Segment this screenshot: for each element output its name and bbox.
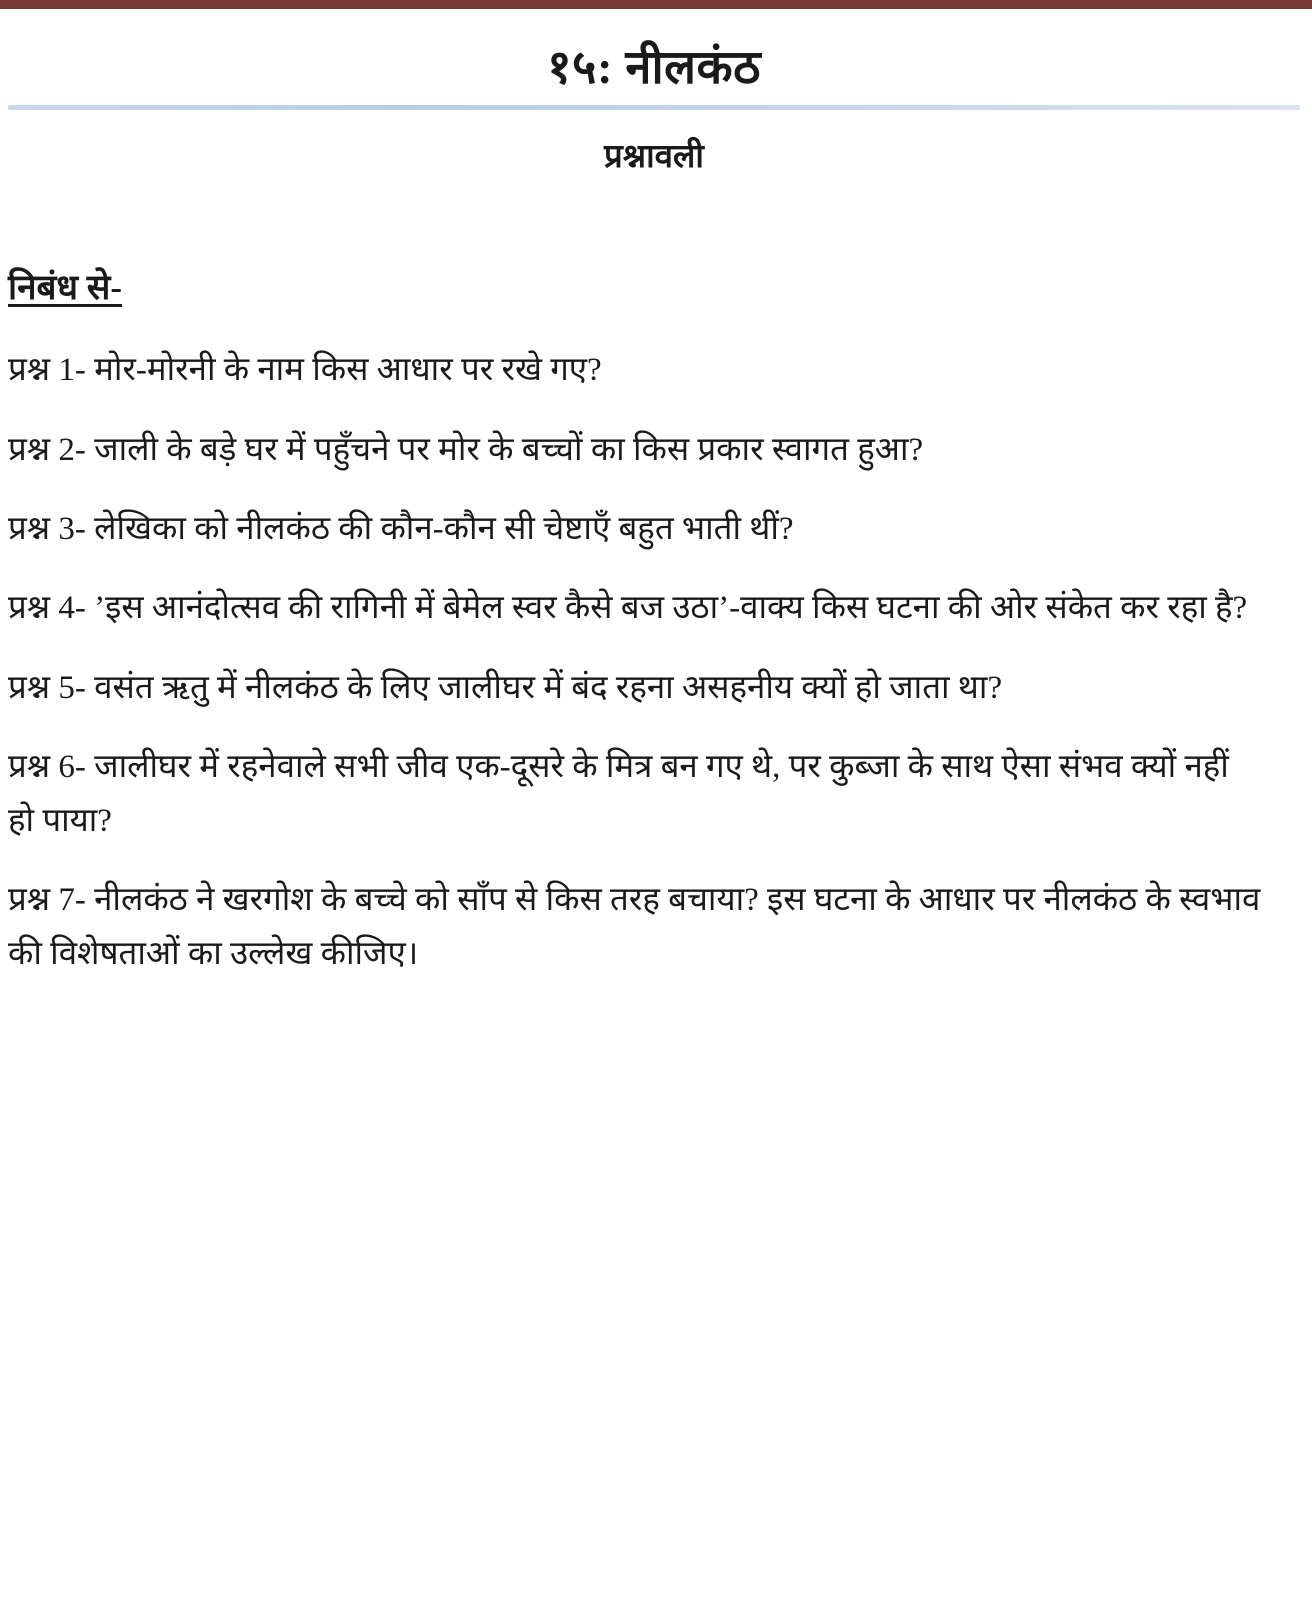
title-divider [8, 105, 1300, 110]
question-item: प्रश्न 3- लेखिका को नीलकंठ की कौन-कौन सी चेष्टाएँ बहुत भाती थीं? [8, 510, 794, 547]
top-accent-bar [0, 0, 1312, 9]
question-item: प्रश्न 6- जालीघर में रहनेवाले सभी जीव एक-दूसरे के मित्र बन गए थे, पर कुब्जा के साथ ऐसा संभव क्यों नहीं हो पाया? [8, 749, 1229, 839]
question-item: प्रश्न 7- नीलकंठ ने खरगोश के बच्चे को साँप से किस तरह बचाया? इस घटना के आधार पर नीलकंठ के स्वभाव की विशेषताओं का उल्लेख कीजिए। [8, 882, 1261, 972]
page-title: १५: नीलकंठ [547, 42, 761, 94]
question-item: प्रश्न 2- जाली के बड़े घर में पहुँचने पर मोर के बच्चों का किस प्रकार स्वागत हुआ? [8, 431, 924, 468]
subtitle: प्रश्नावली [604, 139, 704, 176]
question-item: प्रश्न 1- मोर-मोरनी के नाम किस आधार पर रखे गए? [8, 352, 602, 389]
question-item: प्रश्न 5- वसंत ऋतु में नीलकंठ के लिए जालीघर में बंद रहना असहनीय क्यों हो जाता था? [8, 669, 1003, 706]
question-item: प्रश्न 4- ’इस आनंदोत्सव की रागिनी में बेमेल स्वर कैसे बज उठा’-वाक्य किस घटना की ओर संकेत कर रहा है? [8, 590, 1248, 627]
section-heading: निबंध से- [8, 268, 123, 308]
document-page [0, 41, 1312, 981]
